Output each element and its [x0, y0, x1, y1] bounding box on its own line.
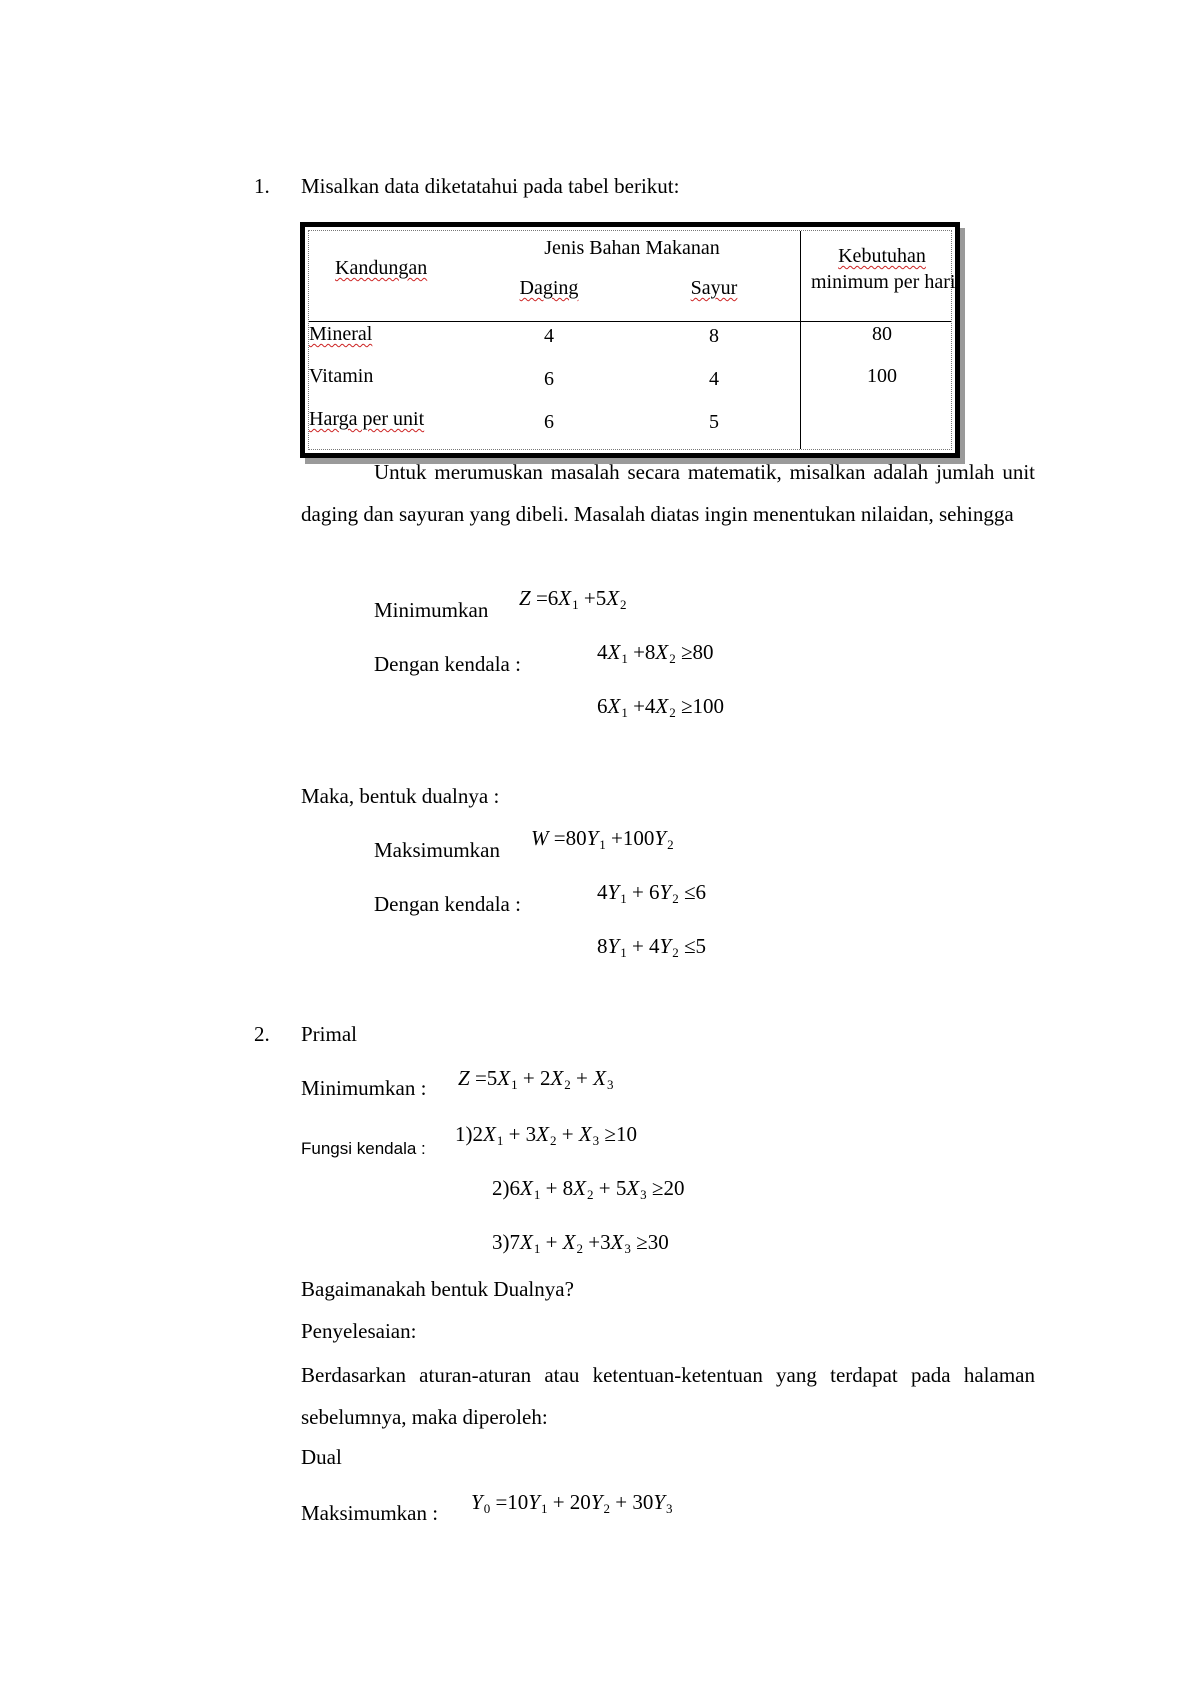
q2-constraint-1: $1)2X_1 + 3X_2 + X_3 \ge 10$: [455, 1122, 637, 1148]
q2-constraint-label: Fungsi kendala :: [301, 1139, 426, 1158]
table-row-label: Vitamin: [309, 365, 374, 387]
constraint-2: $6X_1 +4X_2 \ge 100$: [597, 694, 725, 720]
q2-objective-z: $Z =5X_1 + 2X_2 + X_3$: [458, 1066, 614, 1092]
q2-explanation: Berdasarkan aturan-aturan atau ketentuan-ketentuan yang terdapat pada halaman sebelumnya, maka diperoleh:: [301, 1363, 1035, 1429]
table-divider: [800, 231, 801, 449]
q2-minimize-label: Minimumkan :: [301, 1076, 427, 1100]
dual-intro: Maka, bentuk dualnya :: [301, 784, 500, 808]
table-header-group: Jenis Bahan Makanan: [544, 237, 720, 259]
table-cell: 6: [544, 411, 554, 433]
objective-w: $W =80Y_1 +100Y_2$: [531, 826, 674, 852]
table-cell: 100: [867, 365, 897, 387]
table-header-divider: [309, 321, 951, 322]
dual-constraint-label: Dengan kendala :: [374, 892, 521, 916]
table-header-sayur: Sayur: [690, 277, 738, 299]
table-cell: 4: [709, 368, 719, 390]
table-cell: 4: [544, 325, 554, 347]
table-header-kandungan: Kandungan: [335, 257, 428, 279]
question-1-paragraph: Untuk merumuskan masalah secara matematik, misalkan adalah jumlah unit daging dan sayuran yang dibeli. Masalah diatas ingin menentukan nilaidan, sehingga: [301, 460, 1035, 526]
table-row-label: Mineral: [309, 323, 373, 345]
constraint-1: $4X_1 +8X_2 \ge 80$: [597, 640, 714, 666]
table-cell: 5: [709, 411, 719, 433]
dual-constraint-1: $4Y_1 + 6Y_2 \le 6$: [597, 880, 706, 906]
q2-objective-y0: $Y_0 =10Y_1 + 20Y_2 + 30Y_3$: [471, 1490, 673, 1516]
table-header-need-line2: minimum per hari: [811, 271, 956, 293]
dual-constraint-2: $8Y_1 + 4Y_2 \le 5$: [597, 934, 706, 960]
table-cell: 8: [709, 325, 719, 347]
q2-dual-label: Dual: [301, 1445, 342, 1469]
table-cell: 80: [872, 323, 892, 345]
q2-constraint-3: $3)7X_1 + X_2 +3X_3 \ge 30$: [492, 1230, 669, 1256]
q2-question: Bagaimanakah bentuk Dualnya?: [301, 1277, 574, 1301]
table-header-daging: Daging: [519, 277, 579, 299]
objective-z: $Z =6X_1 +5X_2$: [519, 586, 627, 612]
nutrition-table: [300, 222, 960, 458]
q2-maximize-label: Maksimumkan :: [301, 1501, 439, 1525]
table-row-label: Harga per unit: [309, 408, 425, 430]
question-number-1: 1.: [254, 174, 270, 198]
q2-solution-label: Penyelesaian:: [301, 1319, 417, 1343]
primal-label: Primal: [301, 1022, 357, 1046]
table-cell: 6: [544, 368, 554, 390]
question-1-intro: Misalkan data diketatahui pada tabel berikut:: [301, 174, 680, 198]
question-number-2: 2.: [254, 1022, 270, 1046]
minimize-label: Minimumkan: [374, 598, 489, 622]
constraint-label: Dengan kendala :: [374, 652, 521, 676]
q2-constraint-2: $2)6X_1 + 8X_2 + 5X_3 \ge 20$: [492, 1176, 685, 1202]
maximize-label: Maksimumkan: [374, 838, 500, 862]
table-header-need-line1: Kebutuhan: [838, 245, 926, 267]
